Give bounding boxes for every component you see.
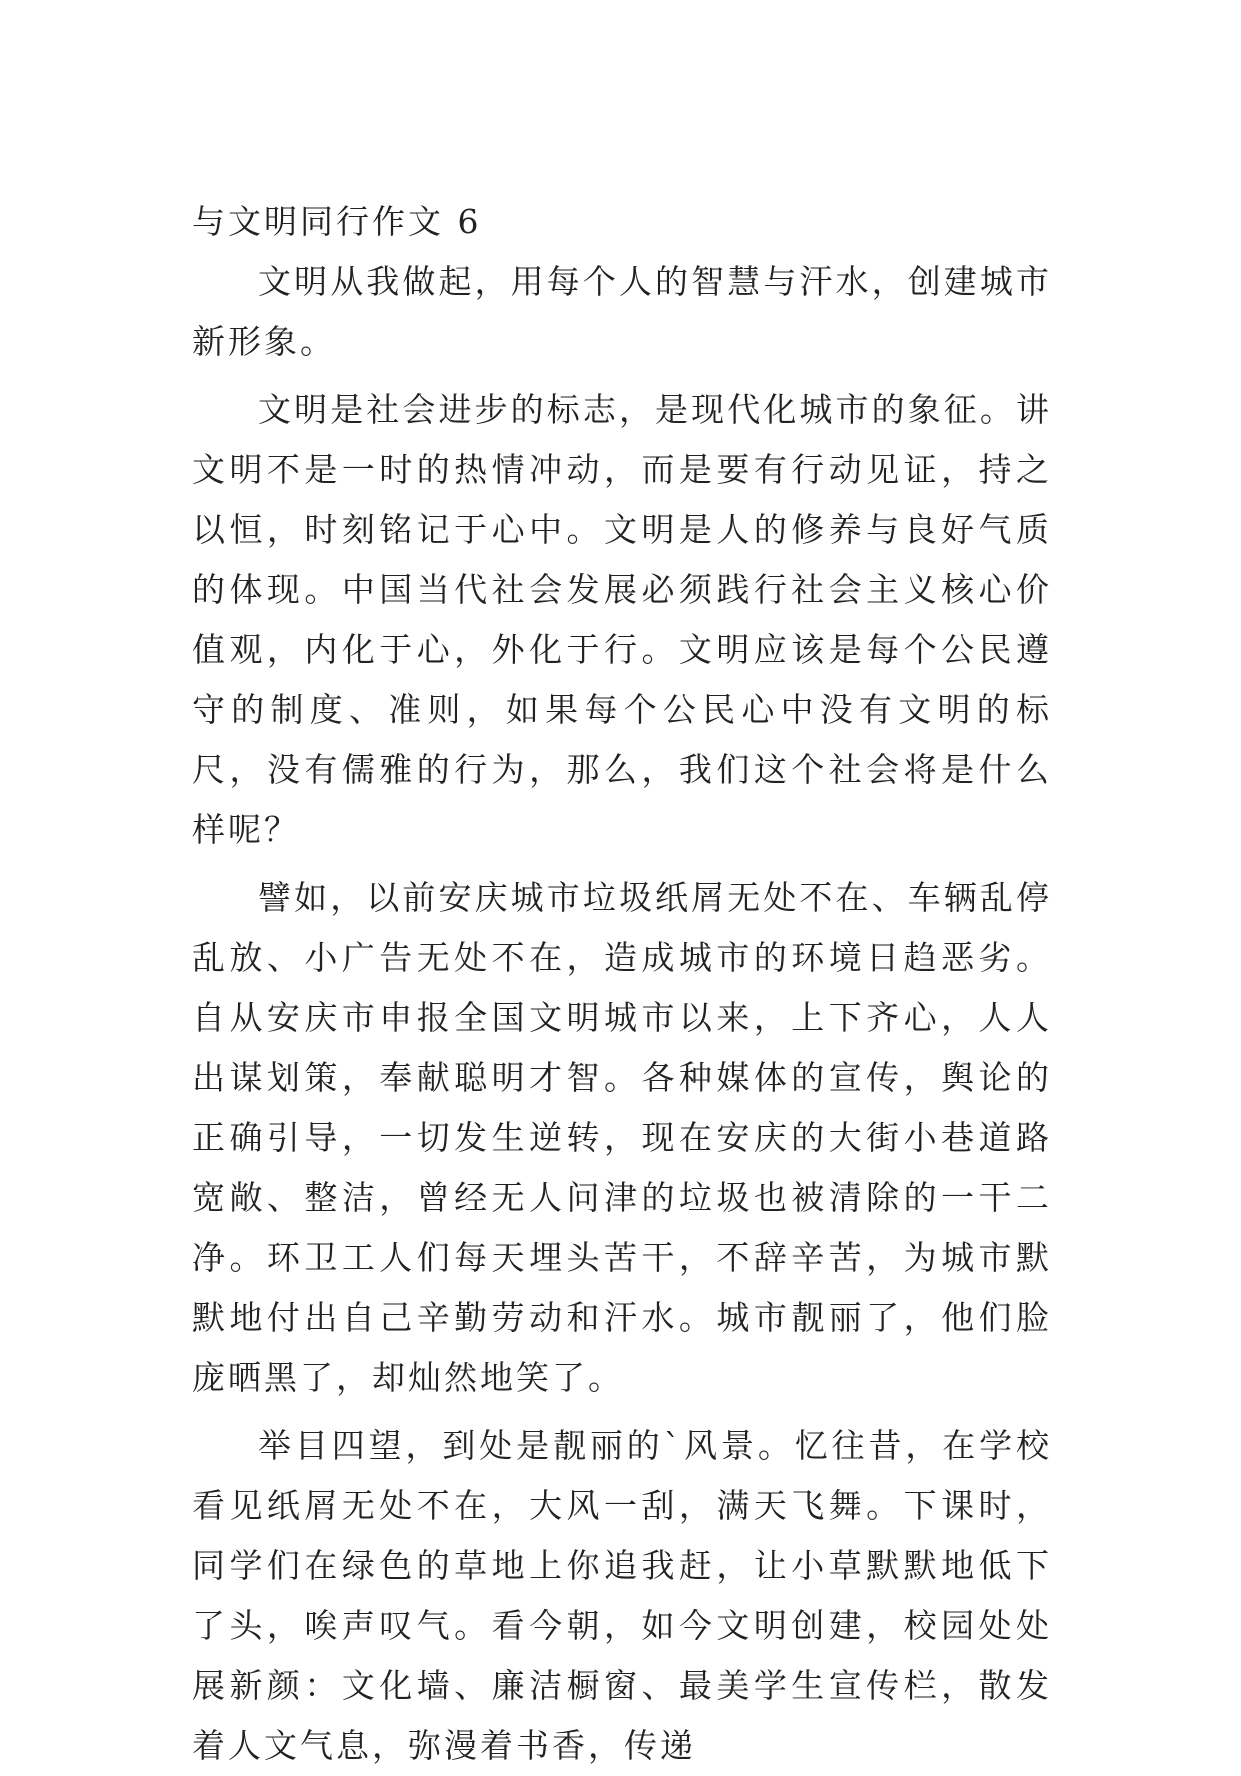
- paragraph-3: 譬如，以前安庆城市垃圾纸屑无处不在、车辆乱停乱放、小广告无处不在，造成城市的环境日趋恶劣。自从安庆市申报全国文明城市以来，上下齐心，人人出谋划策，奉献聪明才智。各种媒体的宣传，舆论的正确引导，一切发生逆转，现在安庆的大街小巷道路宽敞、整洁，曾经无人问津的垃圾也被清除的一干二净。环卫工人们每天埋头苦干，不辞辛苦，为城市默默地付出自己辛勤劳动和汗水。城市靓丽了，他们脸庞晒黑了，却灿然地笑了。: [192, 878, 1052, 1397]
- paragraph-2: 文明是社会进步的标志，是现代化城市的象征。讲文明不是一时的热情冲动，而是要有行动见证，持之以恒，时刻铭记于心中。文明是人的修养与良好气质的体现。中国当代社会发展必须践行社会主义核心价值观，内化于心，外化于行。文明应该是每个公民遵守的制度、准则，如果每个公民心中没有文明的标尺，没有儒雅的行为，那么，我们这个社会将是什么样呢？: [192, 390, 1052, 849]
- document-body: [192, 192, 1052, 1776]
- paragraph-1: 文明从我做起，用每个人的智慧与汗水，创建城市新形象。: [192, 262, 1052, 361]
- paragraph-4: 举目四望，到处是靓丽的`风景。忆往昔，在学校看见纸屑无处不在，大风一刮，满天飞舞。下课时，同学们在绿色的草地上你追我赶，让小草默默地低下了头，唉声叹气。看今朝，如今文明创建，校园处处展新颜：文化墙、廉洁橱窗、最美学生宣传栏，散发着人文气息，弥漫着书香，传递: [192, 1426, 1052, 1765]
- document-title: 与文明同行作文 6: [192, 202, 482, 241]
